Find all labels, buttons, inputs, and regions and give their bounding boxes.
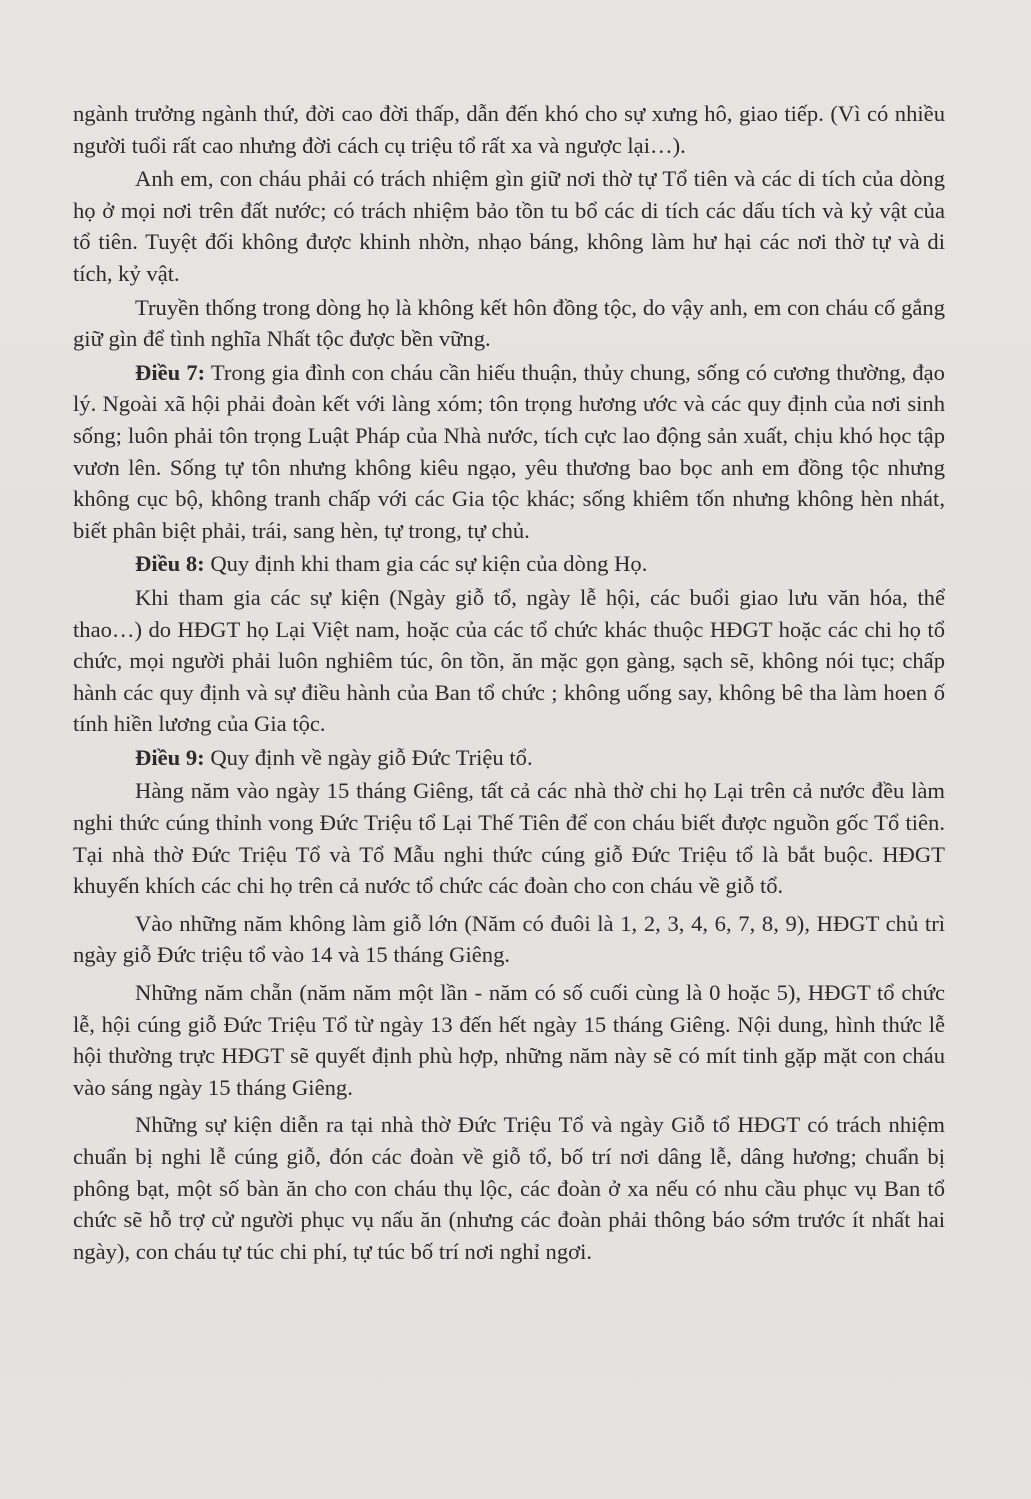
- article-label: Điều 7:: [135, 359, 206, 385]
- paragraph-text: Hàng năm vào ngày 15 tháng Giêng, tất cả các nhà thờ chi họ Lại trên cả nước đều làm nghi thức cúng thỉnh vong Đức Triệu tổ Lại Thế Tiên để con cháu biết được nguồn gốc Tổ tiên. Tại nhà thờ Đức Triệu Tổ và Tổ Mẫu nghi thức cúng giỗ Đức Triệu tổ là bắt buộc. HĐGT khuyến khích các chi họ trên cả nước tổ chức các đoàn cho con cháu về giỗ tổ.: [73, 778, 945, 899]
- paragraph-text: Anh em, con cháu phải có trách nhiệm gìn giữ nơi thờ tự Tổ tiên và các di tích của dòng họ ở mọi nơi trên đất nước; có trách nhiệm bảo tồn tu bổ các di tích các dấu tích và kỷ vật của tổ tiên. Tuyệt đối không được khinh nhờn, nhạo báng, không làm hư hại các nơi thờ tự và di tích, kỷ vật.: [73, 166, 945, 286]
- paragraph-text: Những sự kiện diễn ra tại nhà thờ Đức Triệu Tổ và ngày Giỗ tổ HĐGT có trách nhiệm chuẩn bị nghi lễ cúng giỗ, đón các đoàn về giỗ tổ, bố trí nơi dâng lễ, dâng hương; chuẩn bị phông bạt, một số bàn ăn cho con cháu thụ lộc, các đoàn ở xa nếu có nhu cầu phục vụ Ban tổ chức sẽ hỗ trợ cử người phục vụ nấu ăn (nhưng các đoàn phải thông báo sớm trước ít nhất hai ngày), con cháu tự túc chi phí, tự túc bố trí nơi nghỉ ngơi.: [73, 1112, 945, 1264]
- article-9: [73, 742, 945, 774]
- paragraph-annual-ceremony: [73, 775, 945, 901]
- paragraph-minor-years: [73, 908, 945, 971]
- paragraph-heritage-duty: [73, 163, 945, 289]
- article-7: [73, 357, 945, 547]
- paragraph-text: Quy định về ngày giỗ Đức Triệu tổ.: [204, 744, 533, 770]
- paragraph-text: ngành trưởng ngành thứ, đời cao đời thấp, dẫn đến khó cho sự xưng hô, giao tiếp. (Vì có nhiều người tuổi rất cao nhưng đời cách cụ triệu tổ rất xa và ngược lại…).: [73, 101, 945, 158]
- paragraph-marriage-tradition: [73, 292, 945, 355]
- paragraph-text: Khi tham gia các sự kiện (Ngày giỗ tổ, ngày lễ hội, các buổi giao lưu văn hóa, thể thao…) do HĐGT họ Lại Việt nam, hoặc của các tổ chức khác thuộc HĐGT hoặc các chi họ tổ chức, mọi người phải luôn nghiêm túc, ôn tồn, ăn mặc gọn gàng, sạch sẽ, không nói tục; chấp hành các quy định và sự điều hành của Ban tổ chức ; không uống say, không bê tha làm hoen ố tính hiền lương của Gia tộc.: [73, 584, 945, 737]
- paragraph-text: Quy định khi tham gia các sự kiện của dòng Họ.: [204, 551, 648, 577]
- document-body: [73, 98, 945, 1269]
- paragraph-text: Trong gia đình con cháu cần hiếu thuận, thủy chung, sống có cương thường, đạo lý. Ngoài xã hội phải đoàn kết với làng xóm; tôn trọng hương ước và các quy định của nơi sinh sống; luôn phải tôn trọng Luật Pháp của Nhà nước, tích cực lao động sản xuất, chịu khó học tập vươn lên. Sống tự tôn nhưng không kiêu ngạo, yêu thương bao bọc anh em đồng tộc nhưng không cục bộ, không tranh chấp với các Gia tộc khác; sống khiêm tốn nhưng không hèn nhát, biết phân biệt phải, trái, sang hèn, tự trong, tự chủ.: [73, 359, 945, 543]
- paragraph-major-years: [73, 977, 945, 1103]
- paragraph-event-organization: [73, 1109, 945, 1267]
- paragraph-text: Vào những năm không làm giỗ lớn (Năm có đuôi là 1, 2, 3, 4, 6, 7, 8, 9), HĐGT chủ trì ngày giỗ Đức triệu tổ vào 14 và 15 tháng Giêng.: [73, 910, 945, 968]
- paragraph-event-conduct: [73, 582, 945, 740]
- paragraph-text: Truyền thống trong dòng họ là không kết hôn đồng tộc, do vậy anh, em con cháu cố gắng giữ gìn để tình nghĩa Nhất tộc được bền vững.: [73, 294, 945, 352]
- article-label: Điều 9:: [135, 744, 205, 770]
- article-label: Điều 8:: [135, 551, 205, 577]
- paragraph-text: Những năm chẵn (năm năm một lần - năm có số cuối cùng là 0 hoặc 5), HĐGT tổ chức lễ, hội cúng giỗ Đức Triệu Tổ từ ngày 13 đến hết ngày 15 tháng Giêng. Nội dung, hình thức lễ hội thường trực HĐGT sẽ quyết định phù hợp, những năm này sẽ có mít tinh gặp mặt con cháu vào sáng ngày 15 tháng Giêng.: [73, 980, 945, 1100]
- article-8: [73, 548, 945, 580]
- paragraph-continuation: [73, 98, 945, 161]
